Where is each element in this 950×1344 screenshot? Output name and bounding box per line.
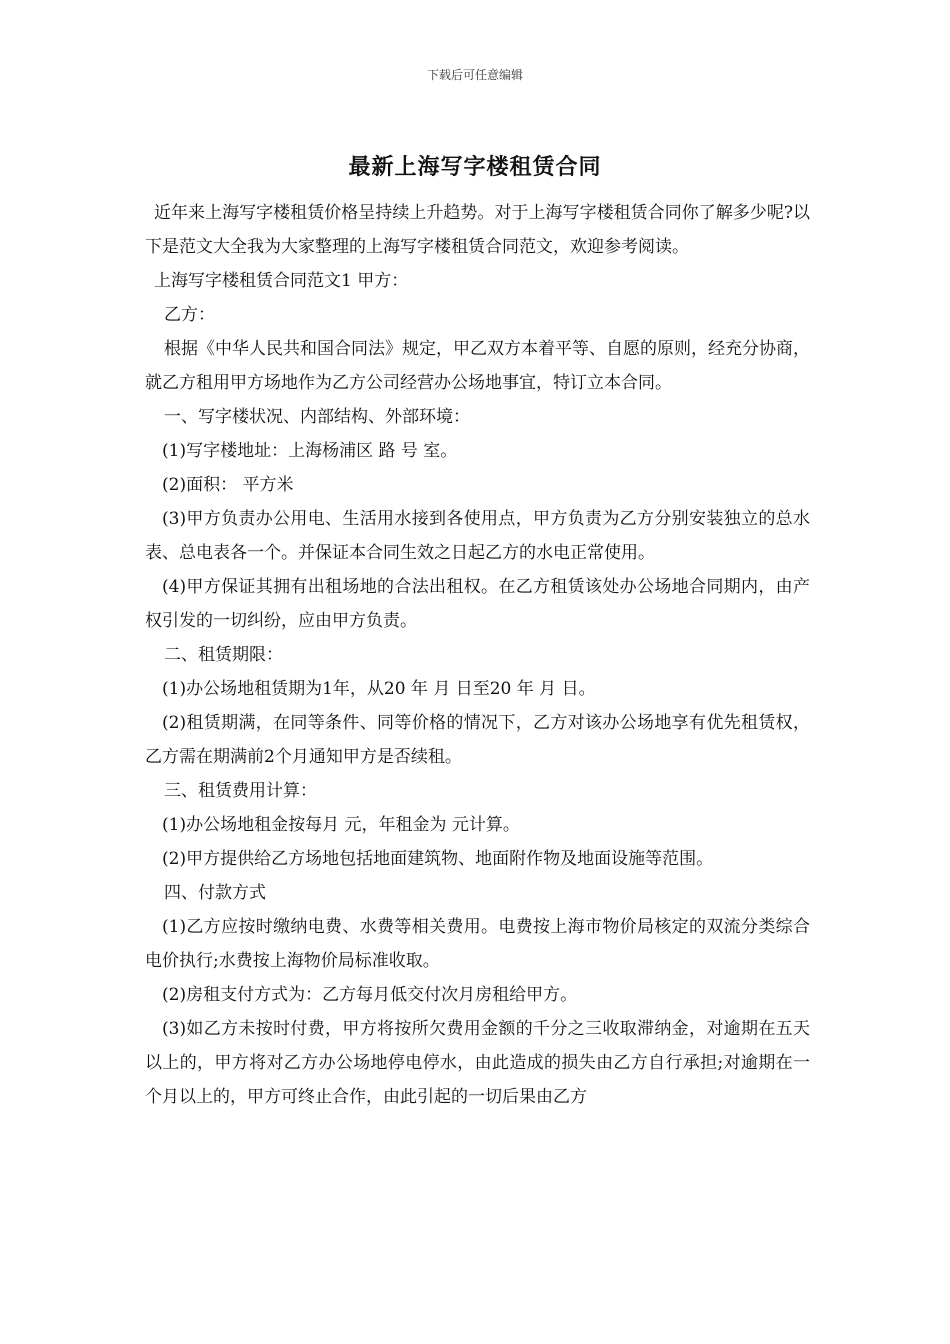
clause-4-1: (1)乙方应按时缴纳电费、水费等相关费用。电费按上海市物价局核定的双流分类综合电价执行;水费按上海物价局标准收取。: [145, 917, 810, 971]
clause-4-3: (3)如乙方未按时付费，甲方将按所欠费用金额的千分之三收取滞纳金，对逾期在五天以上的，甲方将对乙方办公场地停电停水，由此造成的损失由乙方自行承担;对逾期在一个月以上的，甲方可终止合作，由此引起的一切后果由乙方: [145, 1019, 810, 1107]
sample-heading: 上海写字楼租赁合同范文1 甲方：: [154, 271, 409, 291]
clause-1-2: (2)面积： 平方米: [162, 475, 294, 495]
preamble-paragraph: 根据《中华人民共和国合同法》规定，甲乙双方本着平等、自愿的原则，经充分协商，就乙方租用甲方场地作为乙方公司经营办公场地事宜，特订立本合同。: [145, 339, 810, 393]
page-header-note: 下载后可任意编辑: [426, 68, 523, 82]
clause-1-4: (4)甲方保证其拥有出租场地的合法出租权。在乙方租赁该处办公场地合同期内，由产权引发的一切纠纷，应由甲方负责。: [145, 577, 810, 631]
document-body: [145, 196, 810, 1114]
clause-1-1: (1)写字楼地址：上海杨浦区 路 号 室。: [162, 441, 458, 461]
intro-paragraph: 近年来上海写字楼租赁价格呈持续上升趋势。对于上海写字楼租赁合同你了解多少呢?以下是范文大全我为大家整理的上海写字楼租赁合同范文，欢迎参考阅读。: [145, 203, 810, 257]
clause-2-1: (1)办公场地租赁期为1年，从20 年 月 日至20 年 月 日。: [162, 679, 596, 699]
section-heading-3: 三、租赁费用计算：: [164, 781, 317, 801]
clause-1-3: (3)甲方负责办公用电、生活用水接到各使用点，甲方负责为乙方分别安装独立的总水表、总电表各一个。并保证本合同生效之日起乙方的水电正常使用。: [145, 509, 810, 563]
clause-3-2: (2)甲方提供给乙方场地包括地面建筑物、地面附作物及地面设施等范围。: [162, 849, 714, 869]
section-heading-2: 二、租赁期限：: [164, 645, 283, 665]
clause-2-2: (2)租赁期满，在同等条件、同等价格的情况下，乙方对该办公场地享有优先租赁权，乙方需在期满前2个月通知甲方是否续租。: [145, 713, 810, 767]
party-b-line: 乙方：: [164, 305, 215, 325]
section-heading-1: 一、写字楼状况、内部结构、外部环境：: [164, 407, 470, 427]
clause-4-2: (2)房租支付方式为：乙方每月低交付次月房租给甲方。: [162, 985, 578, 1005]
section-heading-4: 四、付款方式: [164, 883, 266, 903]
document-title: 最新上海写字楼租赁合同: [348, 154, 602, 180]
clause-3-1: (1)办公场地租金按每月 元，年租金为 元计算。: [162, 815, 520, 835]
